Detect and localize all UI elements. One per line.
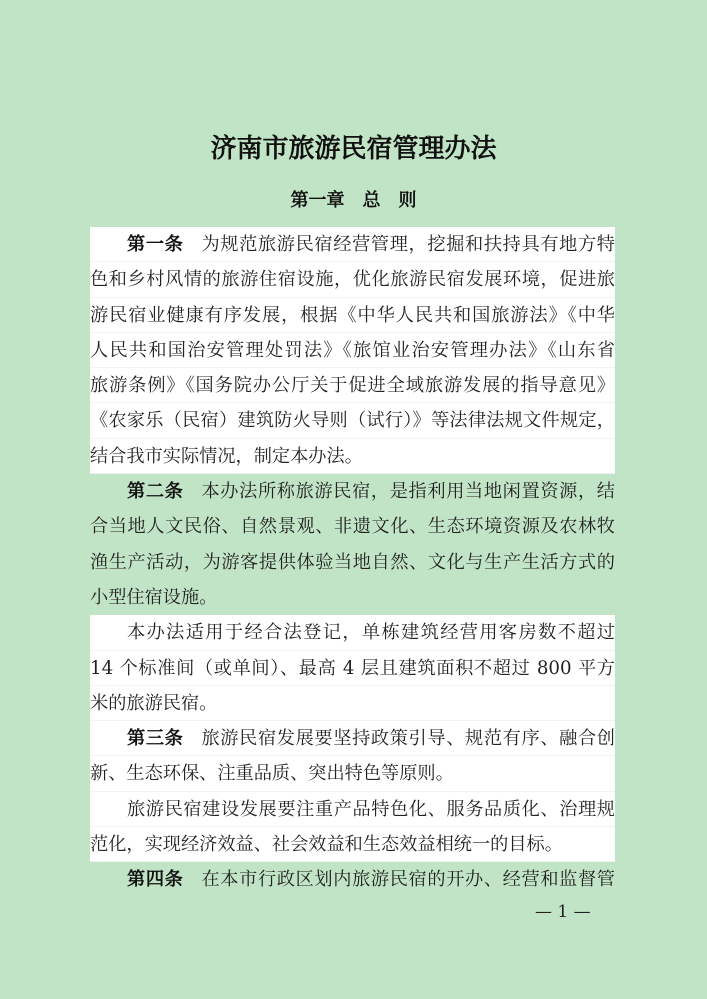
line-text: 新、生态环保、注重品质、突出特色等原则。 [90, 763, 454, 785]
paragraph-line [90, 298, 615, 333]
paragraph-line [90, 792, 615, 827]
paragraph-line [90, 862, 615, 897]
paragraph-line [90, 651, 615, 686]
paragraph-line [90, 827, 615, 862]
article-number: 第四条 [127, 869, 184, 891]
document-title: 济南市旅游民宿管理办法 [210, 134, 497, 164]
paragraph-line [90, 368, 615, 403]
paragraph-line [90, 615, 615, 650]
line-text: 米的旅游民宿。 [90, 692, 218, 714]
line-text: 在本市行政区划内旅游民宿的开办、经营和监督管 [201, 869, 615, 891]
line-text: 旅游民宿发展要坚持政策引导、规范有序、融合创 [201, 728, 615, 750]
paragraph-line [90, 545, 615, 580]
line-text: 结合我市实际情况，制定本办法。 [90, 445, 363, 467]
article-number: 第一条 [127, 234, 184, 255]
chapter-heading: 第一章 总 则 [290, 190, 417, 211]
line-text: 渔生产活动，为游客提供体验当地自然、文化与生产生活方式的 [90, 551, 615, 573]
paragraph-line [90, 580, 615, 615]
line-text: 色和乡村风情的旅游住宿设施，优化旅游民宿发展环境，促进旅 [90, 269, 615, 291]
paragraph-line [90, 333, 615, 368]
line-text: 小型住宿设施。 [90, 586, 218, 608]
line-text: 范化，实现经济效益、社会效益和生态效益相统一的目标。 [90, 834, 563, 856]
paragraph-line [90, 756, 615, 791]
article-number: 第三条 [127, 728, 184, 750]
paragraph-line [90, 227, 615, 262]
line-text: 本办法所称旅游民宿，是指利用当地闲置资源，结 [201, 481, 615, 503]
paragraph-line [90, 474, 615, 509]
paragraph-line [90, 721, 615, 756]
article-number: 第二条 [127, 481, 184, 503]
paragraph-line [90, 686, 615, 721]
document-body [90, 227, 615, 898]
line-text: 旅游条例》《国务院办公厅关于促进全域旅游发展的指导意见》 [90, 375, 615, 397]
paragraph-line [90, 262, 615, 297]
paragraph-line [90, 403, 615, 438]
line-text: 为规范旅游民宿经营管理，挖掘和扶持具有地方特 [201, 234, 615, 255]
line-text: 游民宿业健康有序发展，根据《中华人民共和国旅游法》《中华 [90, 304, 615, 326]
line-text: 《农家乐（民宿）建筑防火导则（试行）》等法律法规文件规定， [90, 410, 615, 432]
line-text: 14 个标准间（或单间）、最高 4 层且建筑面积不超过 800 平方 [90, 657, 615, 679]
line-text: 本办法适用于经合法登记，单栋建筑经营用客房数不超过 [127, 622, 615, 644]
paragraph-line [90, 509, 615, 544]
page-number: — 1 — [535, 902, 591, 922]
line-text: 人民共和国治安管理处罚法》《旅馆业治安管理办法》《山东省 [90, 339, 615, 361]
line-text: 旅游民宿建设发展要注重产品特色化、服务品质化、治理规 [127, 798, 615, 820]
paragraph-line [90, 439, 615, 474]
line-text: 合当地人文民俗、自然景观、非遗文化、生态环境资源及农林牧 [90, 516, 615, 538]
